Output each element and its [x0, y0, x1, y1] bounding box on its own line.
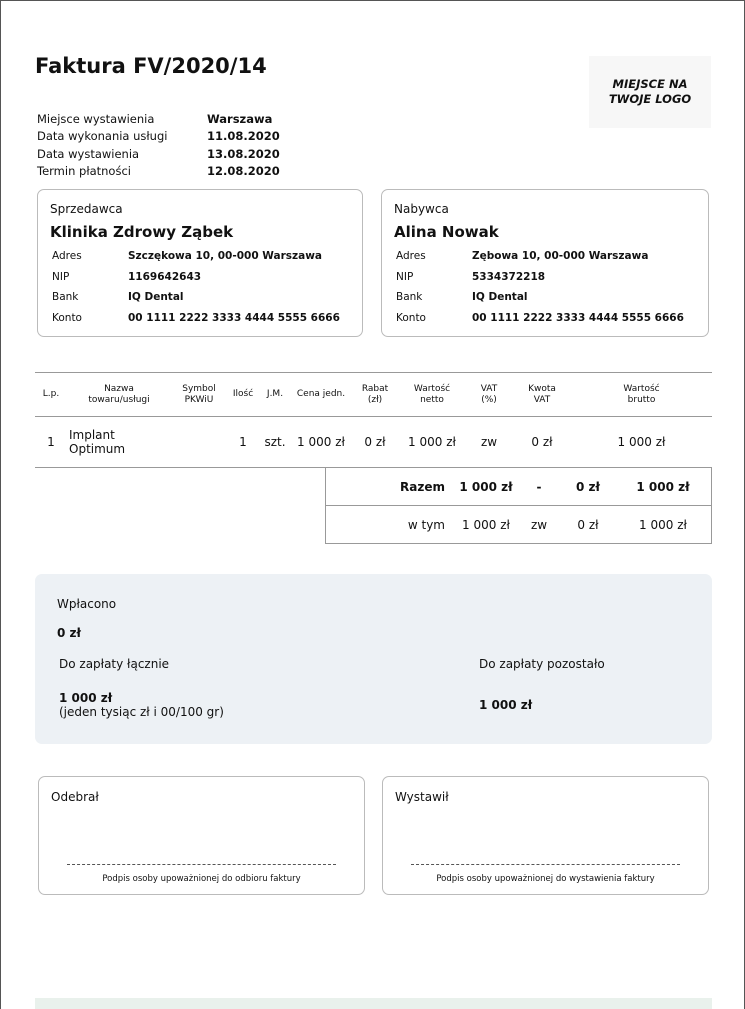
cell-gross: 1 000 zł: [571, 417, 712, 468]
summary-total-vat: -: [517, 468, 561, 506]
meta-row: [37, 112, 280, 129]
cell-discount: 0 zł: [351, 417, 399, 468]
seller-row: [52, 312, 340, 333]
meta-value: Warszawa: [207, 112, 273, 126]
summary-total-gross: 1 000 zł: [615, 468, 712, 506]
seller-row: [52, 250, 340, 271]
logo-text-line2: TWOJE LOGO: [608, 92, 692, 106]
meta-value: 11.08.2020: [207, 129, 280, 144]
buyer-heading: Nabywca: [394, 202, 449, 216]
meta-row: [37, 129, 280, 146]
total-due-value: 1 000 zł: [59, 691, 113, 705]
meta-label: Miejsce wystawienia: [37, 112, 155, 126]
seller-row-value: Szczękowa 10, 00-000 Warszawa: [128, 250, 322, 262]
signature-line: [67, 864, 336, 865]
cell-vat-amount: 0 zł: [513, 417, 571, 468]
meta-row: [37, 164, 280, 181]
issued-heading: Wystawił: [395, 790, 449, 804]
col-header: Symbol PKWiU: [171, 373, 227, 417]
buyer-row: [396, 312, 684, 333]
buyer-row-value: 5334372218: [472, 270, 546, 283]
summary-incl-row: [326, 506, 712, 544]
invoice-meta: [37, 112, 280, 181]
col-header: VAT (%): [465, 373, 513, 417]
received-caption: Podpis osoby upoważnionej do odbioru faktury: [102, 874, 301, 884]
cell-lp: 1: [35, 417, 67, 468]
items-header-row: [35, 373, 712, 417]
buyer-row: [396, 291, 684, 312]
issued-caption: Podpis osoby upoważnionej do wystawienia faktury: [436, 874, 655, 884]
seller-name: Klinika Zdrowy Ząbek: [50, 223, 234, 241]
total-due-words: (jeden tysiąc zł i 00/100 gr): [59, 705, 224, 719]
cell-price: 1 000 zł: [291, 417, 351, 468]
summary-total-vat-amount: 0 zł: [561, 468, 615, 506]
received-signature-box: [38, 776, 365, 895]
payment-box: [35, 574, 712, 744]
cell-name: Implant Optimum: [67, 417, 171, 468]
seller-heading: Sprzedawca: [50, 202, 123, 216]
buyer-row-label: NIP: [396, 270, 414, 283]
summary-table: [325, 468, 712, 544]
seller-row-label: NIP: [52, 270, 70, 283]
summary-incl-gross: 1 000 zł: [615, 506, 712, 544]
received-heading: Odebrał: [51, 790, 99, 804]
seller-box: [37, 189, 363, 337]
buyer-row-value: 00 1111 2222 3333 4444 5555 6666: [472, 311, 684, 324]
buyer-row-value: IQ Dental: [472, 291, 528, 303]
col-header: Wartość netto: [399, 373, 465, 417]
buyer-row: [396, 271, 684, 292]
issued-signature-box: [382, 776, 709, 895]
summary-incl-vat: zw: [517, 506, 561, 544]
logo-text-line1: MIEJSCE NA: [612, 77, 688, 91]
seller-row-label: Konto: [52, 311, 82, 324]
total-due-label: Do zapłaty łącznie: [59, 657, 170, 671]
seller-row-value: IQ Dental: [128, 291, 184, 303]
buyer-row-value: Zębowa 10, 00-000 Warszawa: [472, 250, 649, 262]
summary-incl-net: 1 000 zł: [455, 506, 517, 544]
col-header: Cena jedn.: [291, 373, 351, 417]
seller-row-label: Bank: [52, 291, 79, 303]
meta-label: Termin płatności: [37, 163, 131, 178]
remaining-value: 1 000 zł: [479, 698, 533, 712]
paid-value: 0 zł: [57, 626, 81, 640]
col-header: Nazwa towaru/usługi: [67, 373, 171, 417]
seller-row-value: 1169642643: [128, 270, 202, 283]
col-header: Rabat (zł): [351, 373, 399, 417]
table-row: [35, 417, 712, 468]
logo-placeholder: [589, 56, 711, 128]
meta-value: 12.08.2020: [207, 163, 280, 178]
col-header: J.M.: [259, 373, 291, 417]
buyer-row-label: Konto: [396, 311, 426, 324]
meta-label: Data wykonania usługi: [37, 129, 168, 144]
invoice-title: Faktura FV/2020/14: [35, 54, 267, 78]
buyer-name: Alina Nowak: [394, 223, 499, 241]
cell-pkwiu: [171, 417, 227, 468]
summary-total-row: [326, 468, 712, 506]
summary-incl-label: w tym: [326, 506, 456, 544]
cell-vat: zw: [465, 417, 513, 468]
col-header: L.p.: [35, 373, 67, 417]
col-header: Kwota VAT: [513, 373, 571, 417]
cell-qty: 1: [227, 417, 259, 468]
remaining-label: Do zapłaty pozostało: [479, 657, 605, 671]
seller-row-label: Adres: [52, 250, 82, 262]
col-header: Wartość brutto: [571, 373, 712, 417]
seller-row: [52, 291, 340, 312]
summary-incl-vat-amount: 0 zł: [561, 506, 615, 544]
summary-total-net: 1 000 zł: [455, 468, 517, 506]
summary-total-label: Razem: [326, 468, 456, 506]
buyer-box: [381, 189, 709, 337]
cell-net: 1 000 zł: [399, 417, 465, 468]
meta-label: Data wystawienia: [37, 146, 140, 161]
signature-line: [411, 864, 680, 865]
seller-row: [52, 271, 340, 292]
paid-label: Wpłacono: [57, 597, 117, 611]
meta-row: [37, 147, 280, 164]
meta-value: 13.08.2020: [207, 146, 280, 161]
buyer-row-label: Bank: [396, 291, 423, 303]
seller-row-value: 00 1111 2222 3333 4444 5555 6666: [128, 311, 340, 324]
buyer-row-label: Adres: [396, 250, 426, 262]
cell-unit: szt.: [259, 417, 291, 468]
items-table: [35, 372, 712, 468]
buyer-row: [396, 250, 684, 271]
col-header: Ilość: [227, 373, 259, 417]
footer-bar: [35, 998, 712, 1009]
